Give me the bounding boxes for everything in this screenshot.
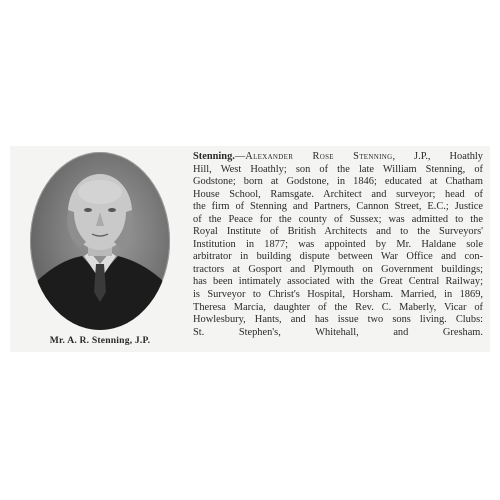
- biography-text: [193, 151, 483, 339]
- entry-surname: Stenning.: [193, 151, 235, 162]
- bio-line: Hill, West Hoathly; son of the late William Stenning, of: [193, 163, 483, 175]
- bio-line: is Surveyor to Christ's Hospital, Horsham. Married, in 1869,: [193, 289, 483, 301]
- bio-line: arbitrator in building dispute between War Office and con-: [193, 251, 483, 263]
- bio-line: Theresa Marcia, daughter of the Rev. C. Maberly, Vicar of: [193, 301, 483, 313]
- portrait-illustration: [30, 152, 170, 330]
- bio-line: St. Stephen's, Whitehall, and Gresham.: [193, 326, 483, 338]
- bio-line: Stenning.—Alexander Rose Stenning, J.P., Hoathly: [193, 151, 484, 162]
- bio-line: tractors at Gosport and Plymouth on Government buildings;: [193, 263, 483, 275]
- entry-full-name: Alexander Rose Stenning: [245, 151, 393, 162]
- bio-line: Royal Institute of British Architects and to the Surveyors': [193, 226, 483, 238]
- portrait-photo: [30, 152, 170, 330]
- bio-line: has been intimately associated with the Great Central Railway;: [193, 276, 483, 288]
- bio-line: the firm of Stenning and Partners, Cannon Street, E.C.; Justice: [193, 201, 483, 213]
- portrait-caption: Mr. A. R. Stenning, J.P.: [49, 335, 151, 346]
- bio-line: Godstone; born at Godstone, in 1846; educated at Chatham: [193, 176, 483, 188]
- bio-line: Howlesbury, Hants, and has issue two sons living. Clubs:: [193, 314, 483, 326]
- bio-line: Institution in 1877; was appointed by Mr. Haldane sole: [193, 238, 483, 250]
- bio-line: of the Peace for the county of Sussex; was admitted to the: [193, 213, 483, 225]
- bio-line: House School, Ramsgate. Architect and surveyor; head of: [193, 188, 483, 200]
